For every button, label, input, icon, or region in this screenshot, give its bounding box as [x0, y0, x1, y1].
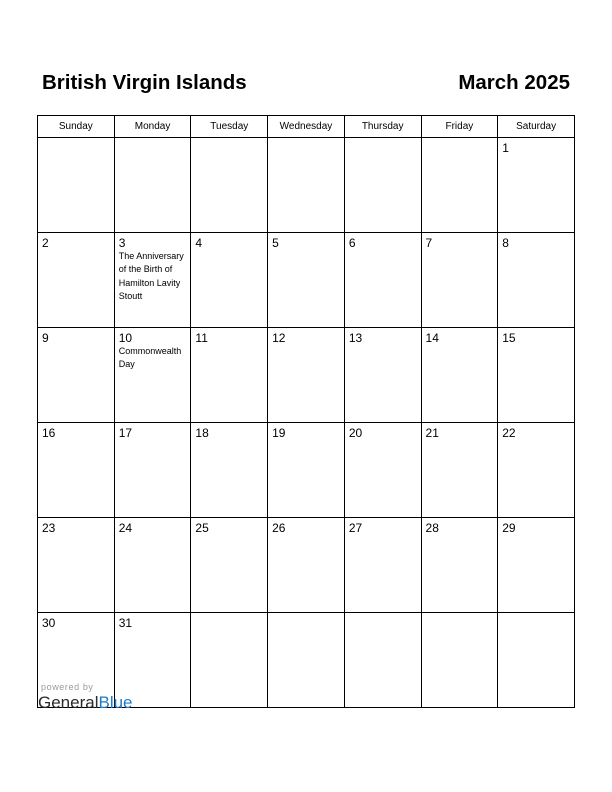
day-number: 1 — [502, 141, 509, 155]
day-cell — [344, 328, 421, 423]
day-cell — [421, 328, 498, 423]
day-cell — [421, 518, 498, 613]
day-cell — [421, 423, 498, 518]
day-cell — [114, 328, 191, 423]
day-cell — [498, 138, 575, 233]
week-row — [38, 423, 575, 518]
day-number: 23 — [42, 521, 56, 535]
day-cell — [268, 518, 345, 613]
day-cell — [421, 138, 498, 233]
day-number: 29 — [502, 521, 516, 535]
day-cell — [268, 423, 345, 518]
day-number: 28 — [425, 521, 439, 535]
day-number: 11 — [195, 331, 208, 345]
day-number: 31 — [118, 616, 133, 630]
day-number: 15 — [502, 331, 516, 345]
day-cell — [268, 328, 345, 423]
day-cell — [191, 138, 268, 233]
day-number: 7 — [425, 236, 433, 250]
day-cell — [191, 328, 268, 423]
brand-logo[interactable] — [38, 693, 133, 713]
weekday-saturday: Saturday — [498, 116, 575, 138]
day-cell — [114, 233, 191, 328]
day-number: 26 — [272, 521, 286, 535]
weekday-thursday: Thursday — [344, 116, 421, 138]
day-number: 20 — [348, 426, 363, 440]
country-title: British Virgin Islands — [42, 71, 247, 94]
day-number: 6 — [348, 236, 356, 250]
day-number: 22 — [502, 426, 516, 440]
brand-general-text: General — [38, 693, 99, 712]
day-cell — [344, 613, 421, 708]
weekday-header-row — [38, 116, 575, 138]
day-cell — [421, 613, 498, 708]
day-number: 24 — [118, 521, 133, 535]
holiday-label: Commonwealth Day — [118, 346, 182, 370]
powered-by-text: powered by — [41, 682, 94, 692]
weekday-tuesday: Tuesday — [191, 116, 268, 138]
day-number: 5 — [272, 236, 279, 250]
day-number: 18 — [195, 426, 209, 440]
day-number: 27 — [348, 521, 363, 535]
day-cell — [191, 233, 268, 328]
weekday-wednesday: Wednesday — [268, 116, 345, 138]
day-cell — [344, 518, 421, 613]
day-number: 25 — [195, 521, 209, 535]
day-cell — [344, 423, 421, 518]
day-number: 14 — [425, 331, 439, 345]
day-number: 30 — [42, 616, 56, 630]
day-cell — [498, 233, 575, 328]
month-title: March 2025 — [458, 71, 570, 94]
day-cell — [38, 518, 115, 613]
day-cell — [114, 518, 191, 613]
day-number: 10 — [118, 331, 133, 345]
week-row — [38, 138, 575, 233]
day-cell — [191, 423, 268, 518]
week-row — [38, 328, 575, 423]
day-cell — [344, 233, 421, 328]
day-cell — [191, 518, 268, 613]
day-number: 2 — [42, 236, 49, 250]
day-cell — [421, 233, 498, 328]
day-cell — [38, 328, 115, 423]
day-number: 21 — [425, 426, 439, 440]
day-cell — [498, 613, 575, 708]
day-cell — [498, 518, 575, 613]
day-number: 17 — [118, 426, 133, 440]
day-cell — [38, 233, 115, 328]
day-cell — [114, 138, 191, 233]
day-number: 4 — [195, 236, 203, 250]
day-cell — [268, 613, 345, 708]
day-cell — [498, 423, 575, 518]
day-number: 16 — [42, 426, 56, 440]
day-cell — [268, 233, 345, 328]
day-number: 19 — [272, 426, 286, 440]
day-number: 3 — [118, 236, 126, 250]
day-cell — [38, 138, 115, 233]
weekday-sunday: Sunday — [38, 116, 115, 138]
day-cell — [38, 423, 115, 518]
day-number: 13 — [348, 331, 363, 345]
week-row — [38, 518, 575, 613]
weekday-friday: Friday — [421, 116, 498, 138]
weekday-monday: Monday — [114, 116, 191, 138]
week-row — [38, 233, 575, 328]
day-cell — [114, 423, 191, 518]
day-cell — [268, 138, 345, 233]
day-cell — [498, 328, 575, 423]
day-cell — [191, 613, 268, 708]
day-number: 9 — [42, 331, 49, 345]
holiday-label: The Anniversary of the Birth of Hamilton Lavity Stoutt — [118, 251, 184, 301]
day-number: 12 — [272, 331, 286, 345]
day-cell — [344, 138, 421, 233]
brand-blue-text: Blue — [98, 693, 133, 712]
calendar-grid — [37, 115, 575, 708]
day-number: 8 — [502, 236, 509, 250]
